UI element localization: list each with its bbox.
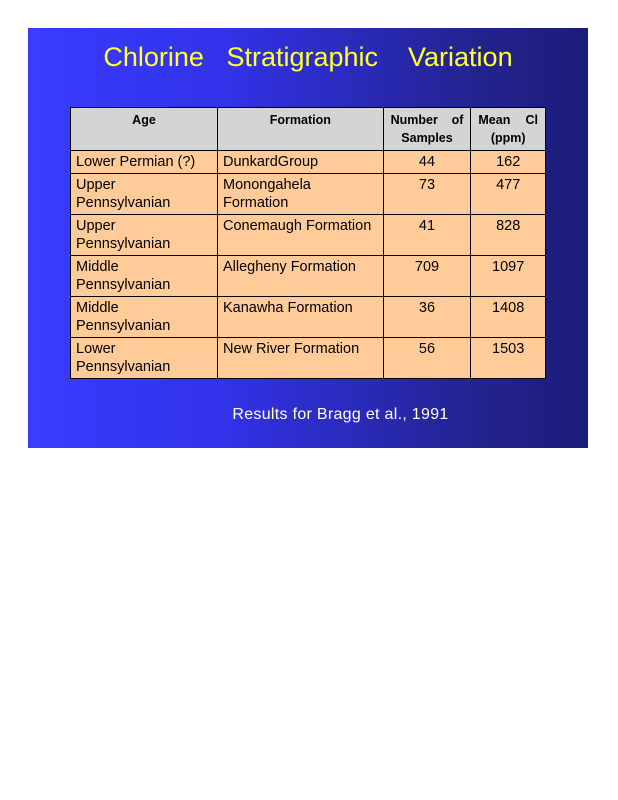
slide-caption: Results for Bragg et al., 1991 xyxy=(232,406,449,423)
cell-samples: 41 xyxy=(383,215,471,256)
header-samples-line2: Samples xyxy=(401,131,453,145)
header-samples-word1: Number xyxy=(390,113,438,127)
table-row xyxy=(71,174,546,215)
cell-formation: Monongahela Formation xyxy=(217,174,383,215)
cell-mean-cl: 1097 xyxy=(471,256,546,297)
cell-samples: 36 xyxy=(383,297,471,338)
header-formation: Formation xyxy=(217,108,383,151)
cell-formation: New River Formation xyxy=(217,338,383,379)
cell-formation: DunkardGroup xyxy=(217,151,383,174)
cell-age: Upper Pennsylvanian xyxy=(71,174,218,215)
table-row xyxy=(71,215,546,256)
table-row xyxy=(71,256,546,297)
cell-mean-cl: 1408 xyxy=(471,297,546,338)
cell-age: Lower Permian (?) xyxy=(71,151,218,174)
cell-samples: 73 xyxy=(383,174,471,215)
cell-age: Upper Pennsylvanian xyxy=(71,215,218,256)
cell-age: Middle Pennsylvanian xyxy=(71,297,218,338)
table-row xyxy=(71,151,546,174)
header-samples-word2: of xyxy=(451,113,464,127)
table-header-row xyxy=(71,108,546,151)
cell-age: Lower Pennsylvanian xyxy=(71,338,218,379)
slide xyxy=(28,28,588,448)
cell-mean-cl: 1503 xyxy=(471,338,546,379)
cell-formation: Conemaugh Formation xyxy=(217,215,383,256)
cell-formation: Allegheny Formation xyxy=(217,256,383,297)
cell-samples: 44 xyxy=(383,151,471,174)
header-cl-word1: Mean xyxy=(478,113,511,127)
cell-age: Middle Pennsylvanian xyxy=(71,256,218,297)
table-row xyxy=(71,297,546,338)
header-cl-line1 xyxy=(476,111,540,129)
header-mean-cl xyxy=(471,108,546,151)
header-number-of-samples xyxy=(383,108,471,151)
cell-formation: Kanawha Formation xyxy=(217,297,383,338)
slide-title: Chlorine Stratigraphic Variation xyxy=(103,42,513,72)
cell-mean-cl: 162 xyxy=(471,151,546,174)
table-row xyxy=(71,338,546,379)
cell-mean-cl: 477 xyxy=(471,174,546,215)
header-cl-word2: Cl xyxy=(525,113,538,127)
cell-samples: 56 xyxy=(383,338,471,379)
header-cl-line2: (ppm) xyxy=(490,131,526,145)
stratigraphy-table xyxy=(70,107,546,379)
header-age: Age xyxy=(71,108,218,151)
header-samples-line1 xyxy=(389,111,466,129)
cell-samples: 709 xyxy=(383,256,471,297)
cell-mean-cl: 828 xyxy=(471,215,546,256)
